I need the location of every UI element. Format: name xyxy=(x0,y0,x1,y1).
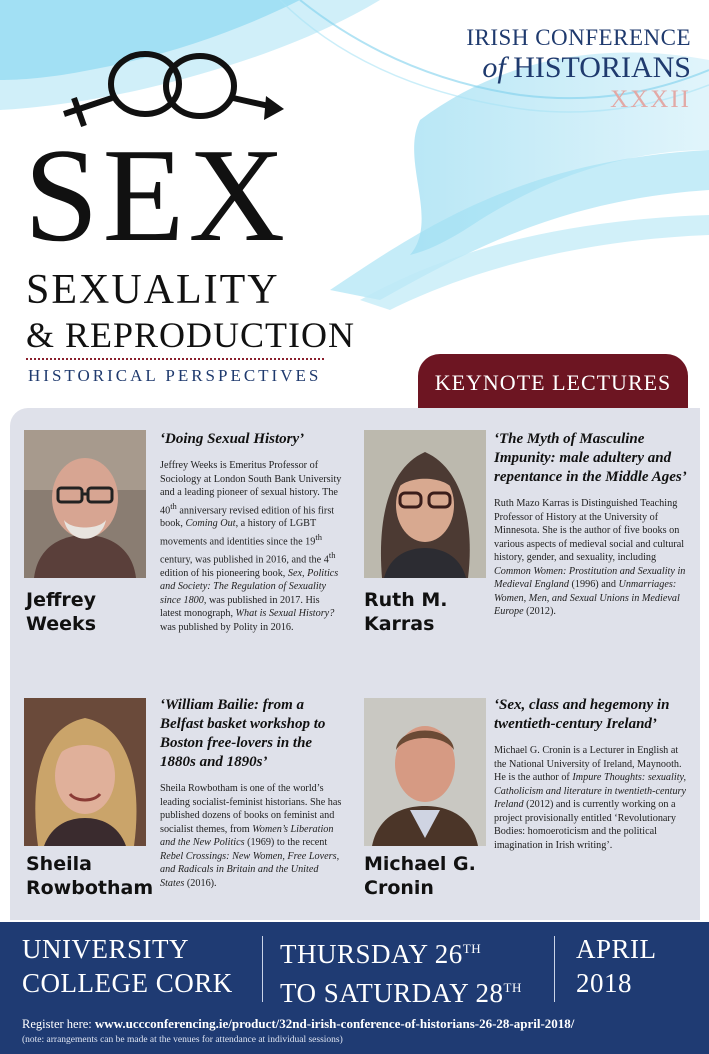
title-main: SEX xyxy=(24,121,290,269)
speaker-name-line1: Sheila xyxy=(26,853,92,875)
conference-name xyxy=(466,24,691,114)
speaker-bio: Jeffrey Weeks is Emeritus Professor of Sociology at London South Bank University and a leading pioneer of sexual history. The 40th anniversary revised edition of his first book, Coming Out, a history of LGBT movements and identities since the 19th century, was published in 2016, and the 4th edition of his pioneering book, Sex, Politics and Society: The Regulation of Sexuality since 1800, was published in 2017. His latest monograph, What is Sexual History? was published by Polity in 2016. xyxy=(160,460,342,633)
footer-divider xyxy=(262,936,263,1002)
divider xyxy=(26,358,324,360)
speaker-name-line1: Michael G. xyxy=(364,853,476,875)
lecture-title: ‘Doing Sexual History’ xyxy=(160,431,305,447)
lecture-4 xyxy=(494,696,690,852)
dates-line1-sup: TH xyxy=(462,941,482,956)
photo-jeffrey-weeks xyxy=(24,430,146,578)
lecture-title: ‘The Myth of Masculine Impunity: male adultery and repentance in the Middle Ages’ xyxy=(494,431,687,485)
speaker-bio: Sheila Rowbotham is one of the world’s leading socialist-feminist historians. She has published dozens of books on feminist and socialist themes, from Women’s Liberation and the New Politics (1969) to the recent Rebel Crossings: New Women, Free Lovers, and Radicals in Britain and the United States (2016). xyxy=(160,783,342,889)
speaker-name-4 xyxy=(364,852,476,900)
lecture-title: ‘Sex, class and hegemony in twentieth-century Ireland’ xyxy=(494,697,670,732)
speaker-name-line1: Ruth M. xyxy=(364,589,448,611)
dates-line1-text: THURSDAY 26 xyxy=(280,939,463,969)
speaker-name-line1: Jeffrey xyxy=(26,589,96,611)
speaker-bio: Michael G. Cronin is a Lecturer in English at the National University of Ireland, Maynooth. He is the author of Impure Thoughts: sexuality, Catholicism and literature in twentieth-century Ireland (2012) and is currently working on a project provisionally entitled ‘Revolutionary Bodies: homoeroticism and the political imagination in Irish writing’. xyxy=(494,745,687,851)
year: 2018 xyxy=(576,968,632,998)
lecture-1 xyxy=(160,430,342,634)
footer xyxy=(0,922,709,1054)
conference-line2-rest: HISTORIANS xyxy=(505,51,691,84)
dates-line2-text: TO SATURDAY 28 xyxy=(280,978,504,1008)
dates-line1 xyxy=(280,932,522,971)
lecture-3 xyxy=(160,696,342,890)
photo-michael-cronin xyxy=(364,698,486,846)
conference-number: XXXII xyxy=(610,86,691,113)
speaker-name-line2: Weeks xyxy=(26,613,96,635)
speaker-name-3 xyxy=(26,852,153,900)
register-label: Register here: xyxy=(22,1017,95,1031)
attendance-note: (note: arrangements can be made at the venues for attendance at individual sessions) xyxy=(22,1035,343,1045)
venue xyxy=(22,932,233,1000)
speaker-name-line2: Cronin xyxy=(364,877,434,899)
month-year xyxy=(576,932,657,1000)
register-link[interactable]: www.uccconferencing.ie/product/32nd-irish-conference-of-historians-26-28-april-2018/ xyxy=(94,1016,575,1031)
lecture-2 xyxy=(494,430,690,619)
speaker-name-line2: Rowbotham xyxy=(26,877,154,899)
title-line4: HISTORICAL PERSPECTIVES xyxy=(28,366,322,385)
photo-ruth-karras xyxy=(364,430,486,578)
title-line2: SEXUALITY xyxy=(26,267,280,313)
conference-line2 xyxy=(466,52,691,84)
conference-line1: IRISH CONFERENCE xyxy=(466,25,691,50)
keynote-tab: KEYNOTE LECTURES xyxy=(418,354,688,410)
photo-sheila-rowbotham xyxy=(24,698,146,846)
venue-line2: COLLEGE CORK xyxy=(22,968,233,998)
footer-divider xyxy=(554,936,555,1002)
speaker-name-1 xyxy=(26,588,96,636)
conference-line2-italic: of xyxy=(482,51,506,84)
lecture-title: ‘William Bailie: from a Belfast basket workshop to Boston free-lovers in the 1880s and 1890s’ xyxy=(160,697,326,770)
dates xyxy=(280,932,522,1010)
venue-line1: UNIVERSITY xyxy=(22,934,189,964)
dates-line2 xyxy=(280,971,522,1010)
title-line3: & REPRODUCTION xyxy=(26,315,356,355)
speaker-name-2 xyxy=(364,588,448,636)
speaker-name-line2: Karras xyxy=(364,613,435,635)
dates-line2-sup: TH xyxy=(503,980,522,995)
speaker-bio: Ruth Mazo Karras is Distinguished Teaching Professor of History at the University of Minnesota. She is the author of five books on various aspects of medieval social and cultural history, gender, and sexuality, including Common Women: Prostitution and Sexuality in Medieval England (1996) and Unmarriages: Women, Men, and Sexual Unions in Medieval Europe (2012). xyxy=(494,498,686,617)
month: APRIL xyxy=(576,934,657,964)
register-line xyxy=(22,1016,574,1032)
